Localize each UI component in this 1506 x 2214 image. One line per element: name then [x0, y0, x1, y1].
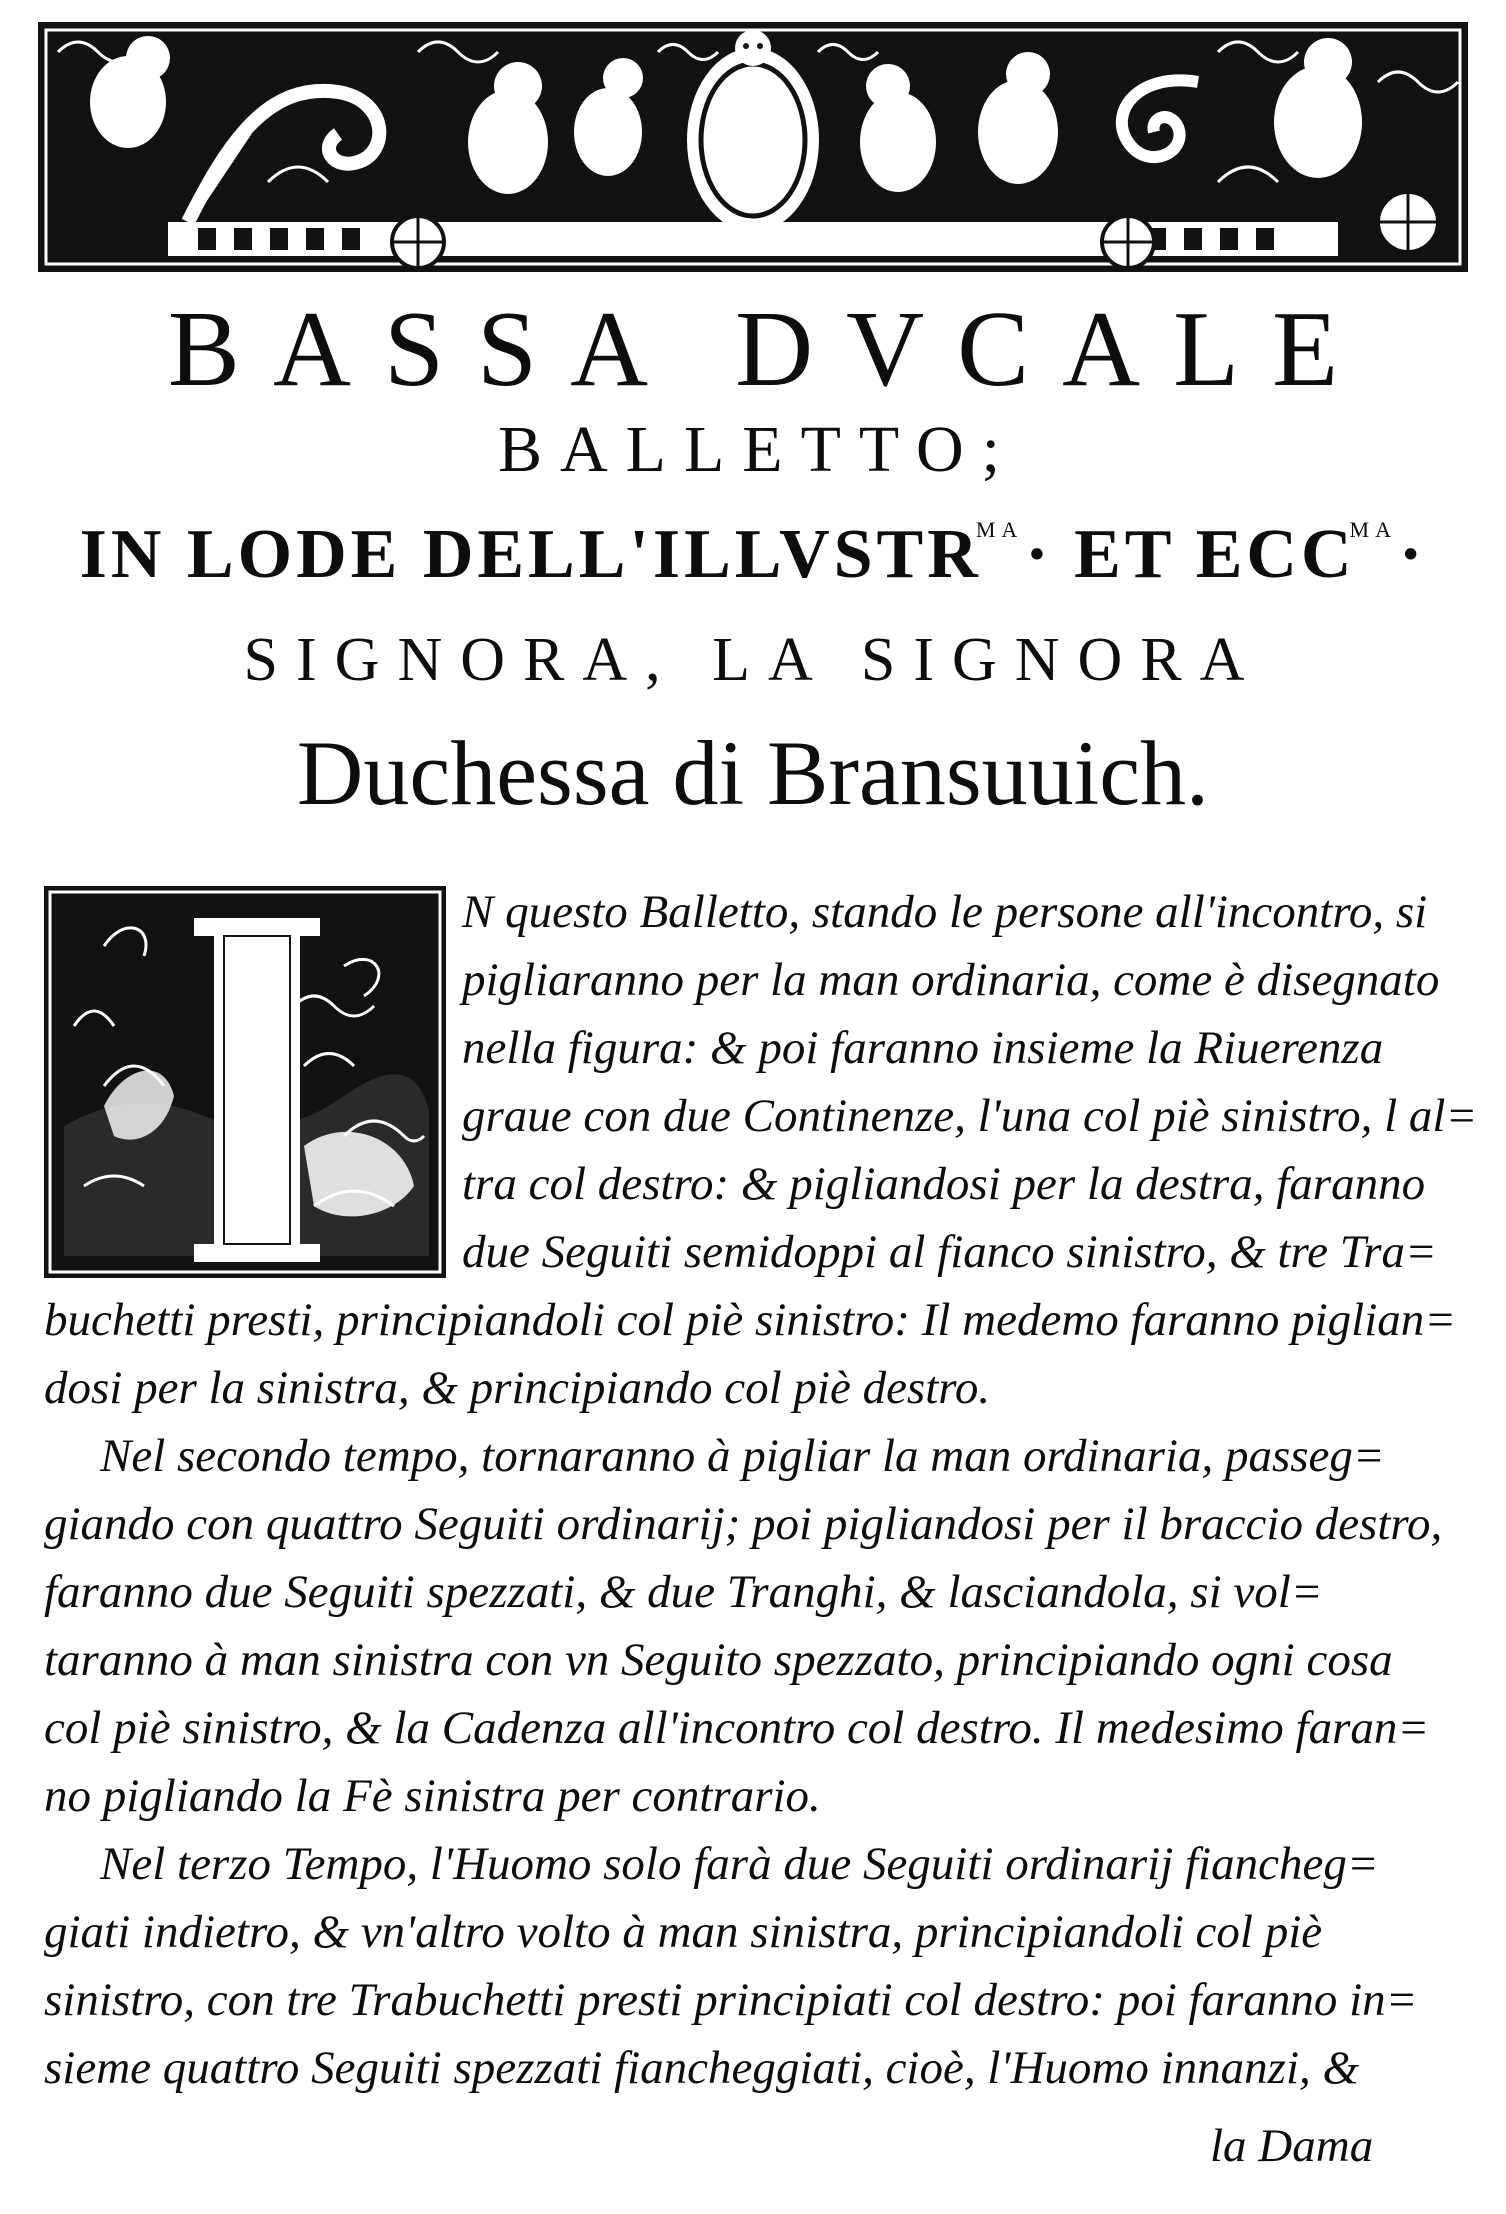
body-line: Nel terzo Tempo, l'Huomo solo farà due Seguiti ordinarij fiancheg= — [100, 1838, 1379, 1890]
addressee-line: SIGNORA, LA SIGNORA — [243, 626, 1263, 694]
headpiece-ornament — [38, 22, 1468, 272]
page-title: BASSA DVCALE — [167, 290, 1372, 409]
body-line: faranno due Seguiti spezzati, & due Tranghi, & lasciandola, si vol= — [44, 1566, 1323, 1618]
body-line: pigliaranno per la man ordinaria, come è disegnato — [462, 954, 1440, 1006]
catchword: la Dama — [1210, 2120, 1374, 2172]
body-line: no pigliando la Fè sinistra per contrario. — [44, 1770, 821, 1822]
body-line: nella figura: & poi faranno insieme la Riuerenza — [462, 1022, 1384, 1074]
body-line: N questo Balletto, stando le persone all'incontro, si — [462, 886, 1428, 938]
dedication-line — [0, 510, 1506, 615]
dedication-mid: · ET ECC — [1025, 516, 1356, 593]
dedication-sup-2: MA — [1349, 517, 1397, 542]
body-line: sieme quattro Seguiti spezzati fiancheggiati, cioè, l'Huomo innanzi, & — [44, 2042, 1360, 2094]
dedication-end: · — [1398, 516, 1427, 593]
page-subtitle: BALLETTO; — [497, 413, 1019, 486]
body-line: Nel secondo tempo, tornaranno à pigliar la man ordinaria, passeg= — [100, 1430, 1385, 1482]
body-line: giati indietro, & vn'altro volto à man sinistra, principiandoli col piè — [44, 1906, 1323, 1958]
body-line: col piè sinistro, & la Cadenza all'incontro col destro. Il medesimo faran= — [44, 1702, 1430, 1754]
body-line: dosi per la sinistra, & principiando col piè destro. — [44, 1362, 991, 1414]
dedication-sup-1: MA — [975, 517, 1024, 542]
dedication-prefix: IN LODE DELL'ILLVSTR — [79, 516, 982, 593]
decorated-initial — [44, 886, 446, 1278]
body-line: giando con quattro Seguiti ordinarij; poi pigliandosi per il braccio destro, — [44, 1498, 1443, 1550]
body-line: buchetti presti, principiandoli col piè sinistro: Il medemo faranno piglian= — [44, 1294, 1456, 1346]
body-line: graue con due Continenze, l'una col piè sinistro, l al= — [462, 1090, 1478, 1142]
duchess-line: Duchessa di Bransuuich. — [296, 722, 1210, 824]
body-line: sinistro, con tre Trabuchetti presti principiati col destro: poi faranno in= — [44, 1974, 1418, 2026]
body-line: taranno à man sinistra con vn Seguito spezzato, principiando ogni cosa — [44, 1634, 1393, 1686]
body-line: due Seguiti semidoppi al fianco sinistro, & tre Tra= — [462, 1226, 1437, 1278]
body-line: tra col destro: & pigliandosi per la destra, faranno — [462, 1158, 1426, 1210]
